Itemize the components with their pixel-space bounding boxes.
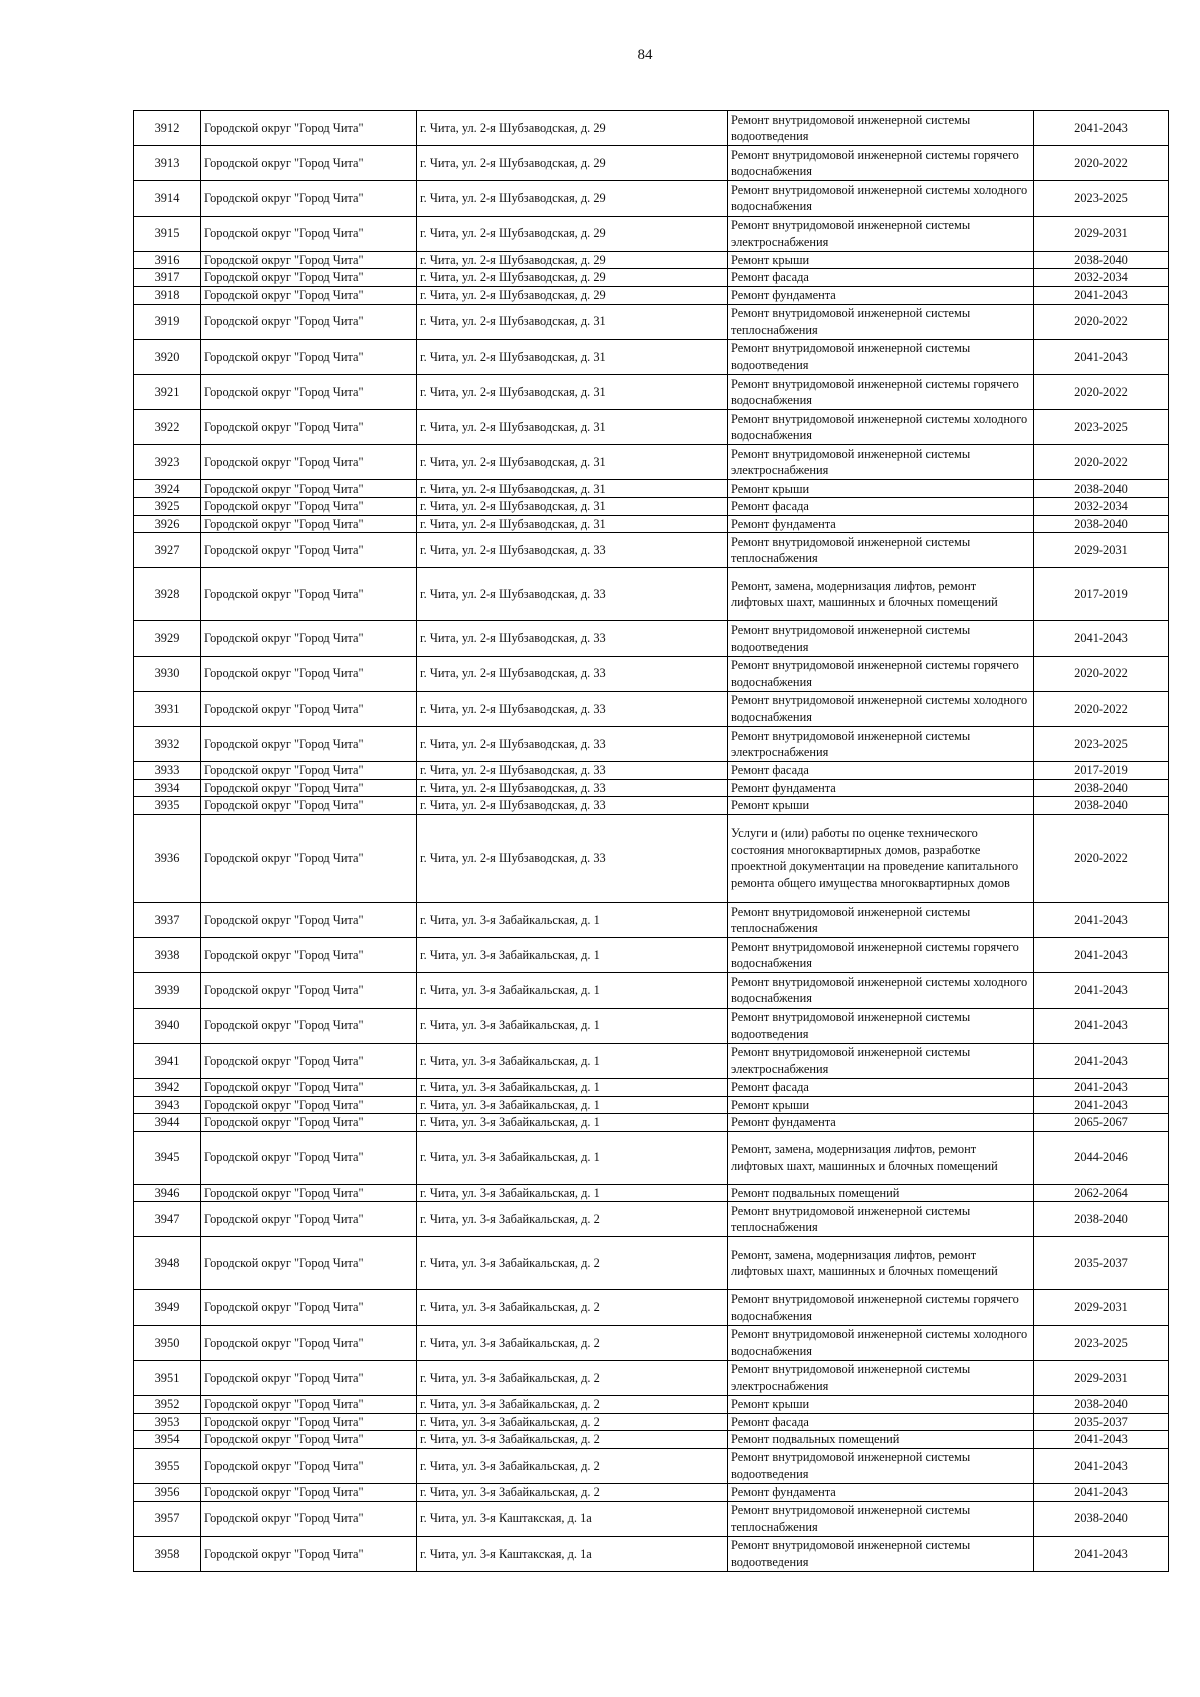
row-number: 3935 (134, 797, 201, 815)
table-row (134, 762, 1169, 780)
address-cell: г. Чита, ул. 2-я Шубзаводская, д. 33 (417, 533, 728, 568)
period-cell: 2017-2019 (1034, 568, 1169, 621)
work-type-cell: Ремонт внутридомовой инженерной системы теплоснабжения (728, 902, 1034, 937)
period-cell: 2038-2040 (1034, 480, 1169, 498)
table-row (134, 1131, 1169, 1184)
row-number: 3944 (134, 1114, 201, 1132)
row-number: 3922 (134, 410, 201, 445)
work-type-cell: Ремонт внутридомовой инженерной системы электроснабжения (728, 216, 1034, 251)
address-cell: г. Чита, ул. 3-я Забайкальская, д. 2 (417, 1202, 728, 1237)
period-cell: 2020-2022 (1034, 814, 1169, 902)
row-number: 3932 (134, 727, 201, 762)
address-cell: г. Чита, ул. 3-я Забайкальская, д. 2 (417, 1237, 728, 1290)
period-cell: 2041-2043 (1034, 1008, 1169, 1043)
period-cell: 2041-2043 (1034, 1043, 1169, 1078)
work-type-cell: Ремонт внутридомовой инженерной системы горячего водоснабжения (728, 656, 1034, 691)
table-row (134, 621, 1169, 656)
table-row (134, 445, 1169, 480)
work-type-cell: Ремонт внутридомовой инженерной системы горячего водоснабжения (728, 938, 1034, 973)
work-type-cell: Ремонт внутридомовой инженерной системы электроснабжения (728, 727, 1034, 762)
municipality-cell: Городской округ "Город Чита" (201, 1131, 417, 1184)
municipality-cell: Городской округ "Город Чита" (201, 1184, 417, 1202)
address-cell: г. Чита, ул. 3-я Забайкальская, д. 2 (417, 1484, 728, 1502)
table-row (134, 1237, 1169, 1290)
work-type-cell: Ремонт крыши (728, 1396, 1034, 1414)
period-cell: 2041-2043 (1034, 1484, 1169, 1502)
table-row (134, 1360, 1169, 1395)
work-type-cell: Ремонт внутридомовой инженерной системы теплоснабжения (728, 1501, 1034, 1536)
work-type-cell: Ремонт фундамента (728, 515, 1034, 533)
row-number: 3914 (134, 181, 201, 216)
municipality-cell: Городской округ "Город Чита" (201, 445, 417, 480)
work-type-cell: Ремонт фундамента (728, 779, 1034, 797)
work-type-cell: Ремонт внутридомовой инженерной системы электроснабжения (728, 1043, 1034, 1078)
table-row (134, 1008, 1169, 1043)
address-cell: г. Чита, ул. 2-я Шубзаводская, д. 33 (417, 797, 728, 815)
period-cell: 2041-2043 (1034, 938, 1169, 973)
table-row (134, 691, 1169, 726)
table-row (134, 568, 1169, 621)
municipality-cell: Городской округ "Город Чита" (201, 762, 417, 780)
period-cell: 2038-2040 (1034, 1501, 1169, 1536)
work-type-cell: Ремонт крыши (728, 797, 1034, 815)
address-cell: г. Чита, ул. 3-я Забайкальская, д. 1 (417, 1114, 728, 1132)
address-cell: г. Чита, ул. 3-я Забайкальская, д. 1 (417, 973, 728, 1008)
work-type-cell: Ремонт внутридомовой инженерной системы электроснабжения (728, 445, 1034, 480)
address-cell: г. Чита, ул. 3-я Забайкальская, д. 2 (417, 1431, 728, 1449)
row-number: 3951 (134, 1360, 201, 1395)
address-cell: г. Чита, ул. 2-я Шубзаводская, д. 33 (417, 621, 728, 656)
address-cell: г. Чита, ул. 2-я Шубзаводская, д. 33 (417, 814, 728, 902)
municipality-cell: Городской округ "Город Чита" (201, 727, 417, 762)
work-type-cell: Ремонт фундамента (728, 286, 1034, 304)
work-type-cell: Ремонт фасада (728, 498, 1034, 516)
municipality-cell: Городской округ "Город Чита" (201, 269, 417, 287)
municipality-cell: Городской округ "Город Чита" (201, 146, 417, 181)
address-cell: г. Чита, ул. 3-я Забайкальская, д. 1 (417, 1078, 728, 1096)
row-number: 3923 (134, 445, 201, 480)
row-number: 3955 (134, 1448, 201, 1483)
address-cell: г. Чита, ул. 2-я Шубзаводская, д. 31 (417, 304, 728, 339)
period-cell: 2029-2031 (1034, 216, 1169, 251)
period-cell: 2023-2025 (1034, 410, 1169, 445)
address-cell: г. Чита, ул. 2-я Шубзаводская, д. 29 (417, 181, 728, 216)
period-cell: 2038-2040 (1034, 251, 1169, 269)
period-cell: 2041-2043 (1034, 1078, 1169, 1096)
row-number: 3954 (134, 1431, 201, 1449)
address-cell: г. Чита, ул. 2-я Шубзаводская, д. 31 (417, 374, 728, 409)
row-number: 3919 (134, 304, 201, 339)
municipality-cell: Городской округ "Город Чита" (201, 304, 417, 339)
municipality-cell: Городской округ "Город Чита" (201, 656, 417, 691)
address-cell: г. Чита, ул. 2-я Шубзаводская, д. 33 (417, 691, 728, 726)
repair-schedule-table (133, 110, 1169, 1572)
period-cell: 2041-2043 (1034, 1536, 1169, 1571)
period-cell: 2044-2046 (1034, 1131, 1169, 1184)
period-cell: 2023-2025 (1034, 727, 1169, 762)
work-type-cell: Ремонт внутридомовой инженерной системы водоотведения (728, 1448, 1034, 1483)
row-number: 3930 (134, 656, 201, 691)
period-cell: 2029-2031 (1034, 1290, 1169, 1325)
work-type-cell: Ремонт фундамента (728, 1114, 1034, 1132)
address-cell: г. Чита, ул. 3-я Забайкальская, д. 1 (417, 1008, 728, 1043)
table-row (134, 1484, 1169, 1502)
address-cell: г. Чита, ул. 3-я Забайкальская, д. 1 (417, 1184, 728, 1202)
municipality-cell: Городской округ "Город Чита" (201, 374, 417, 409)
address-cell: г. Чита, ул. 3-я Забайкальская, д. 1 (417, 902, 728, 937)
row-number: 3912 (134, 111, 201, 146)
row-number: 3957 (134, 1501, 201, 1536)
row-number: 3947 (134, 1202, 201, 1237)
period-cell: 2041-2043 (1034, 973, 1169, 1008)
address-cell: г. Чита, ул. 2-я Шубзаводская, д. 33 (417, 762, 728, 780)
period-cell: 2020-2022 (1034, 445, 1169, 480)
table-row (134, 181, 1169, 216)
row-number: 3929 (134, 621, 201, 656)
work-type-cell: Ремонт внутридомовой инженерной системы водоотведения (728, 339, 1034, 374)
municipality-cell: Городской округ "Город Чита" (201, 480, 417, 498)
table-row (134, 902, 1169, 937)
period-cell: 2029-2031 (1034, 533, 1169, 568)
municipality-cell: Городской округ "Город Чита" (201, 1501, 417, 1536)
table-row (134, 111, 1169, 146)
work-type-cell: Ремонт фасада (728, 1078, 1034, 1096)
table-row (134, 515, 1169, 533)
period-cell: 2041-2043 (1034, 111, 1169, 146)
address-cell: г. Чита, ул. 2-я Шубзаводская, д. 31 (417, 410, 728, 445)
row-number: 3948 (134, 1237, 201, 1290)
table-row (134, 797, 1169, 815)
row-number: 3918 (134, 286, 201, 304)
municipality-cell: Городской округ "Город Чита" (201, 814, 417, 902)
address-cell: г. Чита, ул. 3-я Забайкальская, д. 1 (417, 1043, 728, 1078)
period-cell: 2023-2025 (1034, 1325, 1169, 1360)
work-type-cell: Ремонт, замена, модернизация лифтов, ремонт лифтовых шахт, машинных и блочных помещений (728, 1131, 1034, 1184)
table-row (134, 1448, 1169, 1483)
work-type-cell: Ремонт фасада (728, 269, 1034, 287)
row-number: 3926 (134, 515, 201, 533)
address-cell: г. Чита, ул. 2-я Шубзаводская, д. 29 (417, 111, 728, 146)
address-cell: г. Чита, ул. 2-я Шубзаводская, д. 33 (417, 727, 728, 762)
municipality-cell: Городской округ "Город Чита" (201, 181, 417, 216)
period-cell: 2065-2067 (1034, 1114, 1169, 1132)
period-cell: 2041-2043 (1034, 286, 1169, 304)
period-cell: 2041-2043 (1034, 1431, 1169, 1449)
row-number: 3933 (134, 762, 201, 780)
municipality-cell: Городской округ "Город Чита" (201, 498, 417, 516)
row-number: 3946 (134, 1184, 201, 1202)
municipality-cell: Городской округ "Город Чита" (201, 533, 417, 568)
period-cell: 2020-2022 (1034, 374, 1169, 409)
municipality-cell: Городской округ "Город Чита" (201, 1413, 417, 1431)
period-cell: 2020-2022 (1034, 146, 1169, 181)
table-row (134, 1096, 1169, 1114)
municipality-cell: Городской округ "Город Чита" (201, 1237, 417, 1290)
table-row (134, 533, 1169, 568)
work-type-cell: Ремонт внутридомовой инженерной системы горячего водоснабжения (728, 146, 1034, 181)
address-cell: г. Чита, ул. 2-я Шубзаводская, д. 29 (417, 286, 728, 304)
period-cell: 2020-2022 (1034, 691, 1169, 726)
period-cell: 2038-2040 (1034, 779, 1169, 797)
work-type-cell: Ремонт фасада (728, 762, 1034, 780)
period-cell: 2038-2040 (1034, 1396, 1169, 1414)
period-cell: 2041-2043 (1034, 1448, 1169, 1483)
address-cell: г. Чита, ул. 3-я Забайкальская, д. 2 (417, 1325, 728, 1360)
municipality-cell: Городской округ "Город Чита" (201, 1396, 417, 1414)
municipality-cell: Городской округ "Город Чита" (201, 1448, 417, 1483)
address-cell: г. Чита, ул. 2-я Шубзаводская, д. 31 (417, 498, 728, 516)
table-row (134, 727, 1169, 762)
table-row (134, 146, 1169, 181)
period-cell: 2041-2043 (1034, 621, 1169, 656)
work-type-cell: Ремонт, замена, модернизация лифтов, ремонт лифтовых шахт, машинных и блочных помещений (728, 568, 1034, 621)
work-type-cell: Ремонт подвальных помещений (728, 1431, 1034, 1449)
period-cell: 2017-2019 (1034, 762, 1169, 780)
table-row (134, 304, 1169, 339)
municipality-cell: Городской округ "Город Чита" (201, 621, 417, 656)
municipality-cell: Городской округ "Город Чита" (201, 902, 417, 937)
municipality-cell: Городской округ "Город Чита" (201, 797, 417, 815)
row-number: 3915 (134, 216, 201, 251)
table-row (134, 1184, 1169, 1202)
municipality-cell: Городской округ "Город Чита" (201, 1360, 417, 1395)
period-cell: 2038-2040 (1034, 1202, 1169, 1237)
row-number: 3943 (134, 1096, 201, 1114)
row-number: 3941 (134, 1043, 201, 1078)
table-row (134, 286, 1169, 304)
row-number: 3950 (134, 1325, 201, 1360)
work-type-cell: Услуги и (или) работы по оценке технического состояния многоквартирных домов, разработке проектной документации на проведение капитального ремонта общего имущества многоквартирных домов (728, 814, 1034, 902)
municipality-cell: Городской округ "Город Чита" (201, 339, 417, 374)
address-cell: г. Чита, ул. 2-я Шубзаводская, д. 31 (417, 445, 728, 480)
municipality-cell: Городской округ "Город Чита" (201, 1290, 417, 1325)
work-type-cell: Ремонт внутридомовой инженерной системы холодного водоснабжения (728, 1325, 1034, 1360)
row-number: 3920 (134, 339, 201, 374)
table-row (134, 1396, 1169, 1414)
row-number: 3925 (134, 498, 201, 516)
work-type-cell: Ремонт, замена, модернизация лифтов, ремонт лифтовых шахт, машинных и блочных помещений (728, 1237, 1034, 1290)
table-row (134, 779, 1169, 797)
address-cell: г. Чита, ул. 2-я Шубзаводская, д. 33 (417, 656, 728, 691)
period-cell: 2038-2040 (1034, 797, 1169, 815)
row-number: 3921 (134, 374, 201, 409)
period-cell: 2035-2037 (1034, 1413, 1169, 1431)
address-cell: г. Чита, ул. 3-я Забайкальская, д. 2 (417, 1290, 728, 1325)
period-cell: 2041-2043 (1034, 902, 1169, 937)
period-cell: 2041-2043 (1034, 339, 1169, 374)
table-body (134, 111, 1169, 1572)
work-type-cell: Ремонт внутридомовой инженерной системы теплоснабжения (728, 533, 1034, 568)
row-number: 3952 (134, 1396, 201, 1414)
municipality-cell: Городской округ "Город Чита" (201, 286, 417, 304)
municipality-cell: Городской округ "Город Чита" (201, 251, 417, 269)
table-row (134, 1413, 1169, 1431)
table-row (134, 269, 1169, 287)
address-cell: г. Чита, ул. 3-я Забайкальская, д. 2 (417, 1360, 728, 1395)
municipality-cell: Городской округ "Город Чита" (201, 691, 417, 726)
municipality-cell: Городской округ "Город Чита" (201, 1078, 417, 1096)
municipality-cell: Городской округ "Город Чита" (201, 216, 417, 251)
table-row (134, 1290, 1169, 1325)
address-cell: г. Чита, ул. 2-я Шубзаводская, д. 29 (417, 216, 728, 251)
work-type-cell: Ремонт фундамента (728, 1484, 1034, 1502)
address-cell: г. Чита, ул. 2-я Шубзаводская, д. 29 (417, 146, 728, 181)
table-row (134, 374, 1169, 409)
address-cell: г. Чита, ул. 2-я Шубзаводская, д. 29 (417, 251, 728, 269)
municipality-cell: Городской округ "Город Чита" (201, 1043, 417, 1078)
work-type-cell: Ремонт крыши (728, 480, 1034, 498)
municipality-cell: Городской округ "Город Чита" (201, 1096, 417, 1114)
municipality-cell: Городской округ "Город Чита" (201, 111, 417, 146)
address-cell: г. Чита, ул. 2-я Шубзаводская, д. 33 (417, 779, 728, 797)
work-type-cell: Ремонт внутридомовой инженерной системы холодного водоснабжения (728, 691, 1034, 726)
row-number: 3938 (134, 938, 201, 973)
page-number: 84 (637, 47, 653, 63)
address-cell: г. Чита, ул. 3-я Забайкальская, д. 1 (417, 1096, 728, 1114)
table-row (134, 251, 1169, 269)
period-cell: 2029-2031 (1034, 1360, 1169, 1395)
table-row (134, 1325, 1169, 1360)
row-number: 3942 (134, 1078, 201, 1096)
table-row (134, 1114, 1169, 1132)
row-number: 3939 (134, 973, 201, 1008)
row-number: 3924 (134, 480, 201, 498)
municipality-cell: Городской округ "Город Чита" (201, 568, 417, 621)
row-number: 3913 (134, 146, 201, 181)
municipality-cell: Городской округ "Город Чита" (201, 1202, 417, 1237)
row-number: 3931 (134, 691, 201, 726)
work-type-cell: Ремонт фасада (728, 1413, 1034, 1431)
address-cell: г. Чита, ул. 3-я Забайкальская, д. 2 (417, 1448, 728, 1483)
municipality-cell: Городской округ "Город Чита" (201, 1325, 417, 1360)
work-type-cell: Ремонт внутридомовой инженерной системы водоотведения (728, 1536, 1034, 1571)
table-row (134, 498, 1169, 516)
address-cell: г. Чита, ул. 3-я Каштакская, д. 1а (417, 1536, 728, 1571)
row-number: 3936 (134, 814, 201, 902)
table-row (134, 973, 1169, 1008)
row-number: 3945 (134, 1131, 201, 1184)
address-cell: г. Чита, ул. 3-я Забайкальская, д. 2 (417, 1413, 728, 1431)
row-number: 3958 (134, 1536, 201, 1571)
period-cell: 2038-2040 (1034, 515, 1169, 533)
period-cell: 2041-2043 (1034, 1096, 1169, 1114)
row-number: 3956 (134, 1484, 201, 1502)
period-cell: 2020-2022 (1034, 656, 1169, 691)
address-cell: г. Чита, ул. 2-я Шубзаводская, д. 31 (417, 480, 728, 498)
table-row (134, 1078, 1169, 1096)
row-number: 3940 (134, 1008, 201, 1043)
work-type-cell: Ремонт внутридомовой инженерной системы холодного водоснабжения (728, 181, 1034, 216)
row-number: 3934 (134, 779, 201, 797)
address-cell: г. Чита, ул. 2-я Шубзаводская, д. 31 (417, 515, 728, 533)
work-type-cell: Ремонт крыши (728, 1096, 1034, 1114)
municipality-cell: Городской округ "Город Чита" (201, 410, 417, 445)
row-number: 3949 (134, 1290, 201, 1325)
municipality-cell: Городской округ "Город Чита" (201, 1484, 417, 1502)
address-cell: г. Чита, ул. 3-я Забайкальская, д. 2 (417, 1396, 728, 1414)
table-row (134, 339, 1169, 374)
work-type-cell: Ремонт внутридомовой инженерной системы водоотведения (728, 621, 1034, 656)
work-type-cell: Ремонт подвальных помещений (728, 1184, 1034, 1202)
municipality-cell: Городской округ "Город Чита" (201, 973, 417, 1008)
table-row (134, 216, 1169, 251)
row-number: 3937 (134, 902, 201, 937)
municipality-cell: Городской округ "Город Чита" (201, 1431, 417, 1449)
table-row (134, 410, 1169, 445)
address-cell: г. Чита, ул. 2-я Шубзаводская, д. 31 (417, 339, 728, 374)
row-number: 3917 (134, 269, 201, 287)
table-row (134, 656, 1169, 691)
row-number: 3928 (134, 568, 201, 621)
period-cell: 2032-2034 (1034, 498, 1169, 516)
work-type-cell: Ремонт крыши (728, 251, 1034, 269)
work-type-cell: Ремонт внутридомовой инженерной системы горячего водоснабжения (728, 374, 1034, 409)
work-type-cell: Ремонт внутридомовой инженерной системы холодного водоснабжения (728, 973, 1034, 1008)
table-row (134, 1202, 1169, 1237)
table-row (134, 1043, 1169, 1078)
work-type-cell: Ремонт внутридомовой инженерной системы горячего водоснабжения (728, 1290, 1034, 1325)
municipality-cell: Городской округ "Город Чита" (201, 1008, 417, 1043)
work-type-cell: Ремонт внутридомовой инженерной системы электроснабжения (728, 1360, 1034, 1395)
row-number: 3916 (134, 251, 201, 269)
municipality-cell: Городской округ "Город Чита" (201, 1536, 417, 1571)
address-cell: г. Чита, ул. 3-я Каштакская, д. 1а (417, 1501, 728, 1536)
period-cell: 2023-2025 (1034, 181, 1169, 216)
address-cell: г. Чита, ул. 2-я Шубзаводская, д. 33 (417, 568, 728, 621)
address-cell: г. Чита, ул. 3-я Забайкальская, д. 1 (417, 1131, 728, 1184)
table-row (134, 480, 1169, 498)
table-row (134, 1501, 1169, 1536)
municipality-cell: Городской округ "Город Чита" (201, 779, 417, 797)
municipality-cell: Городской округ "Город Чита" (201, 1114, 417, 1132)
period-cell: 2020-2022 (1034, 304, 1169, 339)
table-row (134, 1536, 1169, 1571)
work-type-cell: Ремонт внутридомовой инженерной системы водоотведения (728, 1008, 1034, 1043)
row-number: 3953 (134, 1413, 201, 1431)
table-row (134, 814, 1169, 902)
row-number: 3927 (134, 533, 201, 568)
work-type-cell: Ремонт внутридомовой инженерной системы теплоснабжения (728, 304, 1034, 339)
address-cell: г. Чита, ул. 2-я Шубзаводская, д. 29 (417, 269, 728, 287)
municipality-cell: Городской округ "Город Чита" (201, 938, 417, 973)
period-cell: 2035-2037 (1034, 1237, 1169, 1290)
table-row (134, 1431, 1169, 1449)
work-type-cell: Ремонт внутридомовой инженерной системы теплоснабжения (728, 1202, 1034, 1237)
address-cell: г. Чита, ул. 3-я Забайкальская, д. 1 (417, 938, 728, 973)
table-row (134, 938, 1169, 973)
period-cell: 2062-2064 (1034, 1184, 1169, 1202)
period-cell: 2032-2034 (1034, 269, 1169, 287)
municipality-cell: Городской округ "Город Чита" (201, 515, 417, 533)
work-type-cell: Ремонт внутридомовой инженерной системы водоотведения (728, 111, 1034, 146)
work-type-cell: Ремонт внутридомовой инженерной системы холодного водоснабжения (728, 410, 1034, 445)
